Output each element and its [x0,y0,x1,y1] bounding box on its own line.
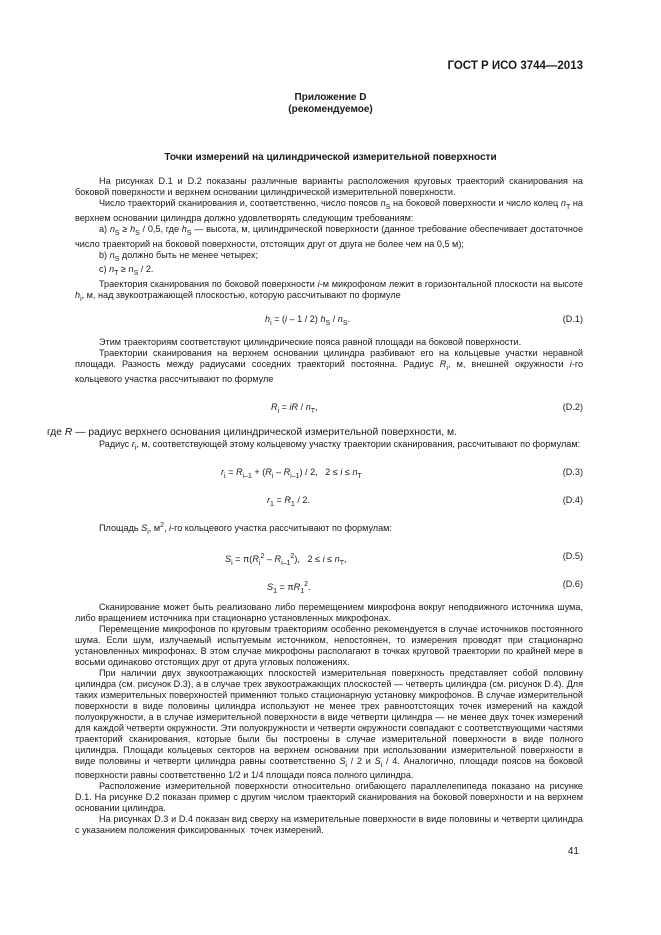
formula-number: (D.1) [562,314,583,325]
formula-d4 [75,490,583,510]
page-number: 41 [567,846,579,857]
formula-d2 [75,397,583,421]
paragraph: где R — радиус верхнего основания цилиндрической измерительной поверхности, м. [47,426,457,438]
formula-d1 [75,309,583,333]
paragraph: Траектории сканирования на верхнем основании цилиндра разбивают его на кольцевые участки неравной площади. Разность между радиусами соседних траекторий постоянна. Радиус $R_i$, м, внешней окружности i-го кольцевого участка рассчитывают по формуле [75,348,584,384]
section-title: Точки измерений на цилиндрической измерительной поверхности [164,152,497,163]
formula-d5 [75,546,583,570]
paragraph: На рисунках D.3 и D.4 показан вид сверху на измерительные поверхности в виде половины и четверти цилиндра с указанием положения фиксированных точек измерений. [75,814,583,836]
annex-title: Приложение D [294,92,367,103]
formula-number: (D.4) [562,494,583,505]
paragraph: При наличии двух звукоотражающих плоскостей измерительная поверхность представляет собой половину цилиндра (см. рисунок D.3), а в случае трех звукоотражающих плоскостей — четверть цилиндра (см. рисунок D.4). Для таких измерительных поверхностей применяют только стационарную установку микрофонов. В случае измерительной поверхности в виде половины цилиндра используют не менее трех равноотстоящих точек измерений на каждой полуокружности, а в случае измерительной поверхности в виде четверти цилиндра — не менее двух точек измерений для каждой четверти окружности. Эти полуокружности и четверти окружности совпадают с соответствующими частями траекторий сканирования, которые были бы построены в случае измерительной поверхности в виде полного цилиндра. Площади кольцевых секторов на верхнем основании при использовании измерительной поверхности в виде половины и четверти цилиндра равны соответственно $S_i / 2$ и $S_i / 4$. Аналогично, площади поясов на боковой поверхности равны соответственно 1/2 и 1/4 площади пояса полного цилиндра. [75,667,583,781]
formula-expression: $r_i = R_{i-1} + (R_i - R_{i-1}) / 2$, $2 \le i \le n_T$ [221,466,362,480]
formula-expression: $R_i$ = iR / $n_T$, [271,401,318,415]
paragraph: Этим траекториям соответствуют цилиндрические пояса равной площади на боковой поверхности. [99,337,522,348]
formula-expression: $S_i = \pi(R_i^2 - R_{i-1}^2)$, $2 \le i \le n_T$, [225,552,347,567]
formula-d3 [75,462,583,486]
paragraph: a) $n_S \ge h_S / 0,5$, где $h_S$ — высота, м, цилиндрической поверхности (данное требование обеспечивает достаточное число траекторий на боковой поверхности, отстоящих друг от друга не более чем на 0,5 м); [75,223,584,249]
paragraph: На рисунках D.1 и D.2 показаны различные варианты расположения круговых траекторий сканирования на боковой поверхности и верхнем основании цилиндрической измерительной поверхности. [75,176,583,197]
paragraph: Число траекторий сканирования и, соответственно, число поясов $n_S$ на боковой поверхности и число колец $n_T$ на верхнем основании цилиндра должно удовлетворять следующим требованиям: [75,198,583,223]
annex-heading [0,92,661,116]
formula-expression: $S_1 = \pi R_1^2$. [267,580,311,595]
paragraph: Траектория сканирования по боковой поверхности i-м микрофоном лежит в горизонтальной плоскости на высоте $h_i$, м, над звукоотражающей плоскостью, которую рассчитывают по формуле [75,279,583,304]
paragraph: Перемещение микрофонов по круговым траекториям особенно рекомендуется в случае источников постоянного шума. Если шум, излучаемый испытуемым источником, непостоянен, то измерения проводят при стационарно установленных микрофонах. В этом случае микрофоны располагают в точках круговой траектории по крайней мере в восьми одинаково отстоящих друг от друга угловых положениях. [75,623,583,667]
annex-status: (рекомендуемое) [288,104,373,115]
paragraph: Радиус $r_i$, м, соответствующей этому кольцевому участку траектории сканирования, рассчитывают по формулам: [99,438,581,452]
formula-d6 [75,574,583,594]
formula-number: (D.3) [562,466,583,477]
formula-number: (D.5) [562,550,583,561]
formula-number: (D.2) [562,401,583,412]
standard-code: ГОСТ Р ИСО 3744—2013 [447,60,583,72]
paragraph: Площадь $S_i$, $м^2$, i-го кольцевого участка рассчитывают по формулам: [99,521,392,536]
body-text [47,176,584,836]
formula-number: (D.6) [562,578,583,589]
paragraph: Расположение измерительной поверхности относительно огибающего параллелепипеда показано на рисунке D.1. На рисунке D.2 показан пример с другим числом траекторий сканирования на боковой поверхности и на верхнем основании цилиндра. [75,781,583,814]
formula-expression: $r_1 = R_1 / 2$. [267,494,310,508]
formula-expression: $h_i = (i - 1 / 2)$ $h_S / n_S$. [265,314,351,327]
paragraph: c) $n_T \ge n_S / 2$. [99,264,154,278]
paragraph: Сканирование может быть реализовано либо перемещением микрофона вокруг неподвижного источника шума, либо вращением источника при стационарно установленных микрофонах. [75,601,583,623]
paragraph: b) $n_S$ должно быть не менее четырех; [99,249,258,263]
